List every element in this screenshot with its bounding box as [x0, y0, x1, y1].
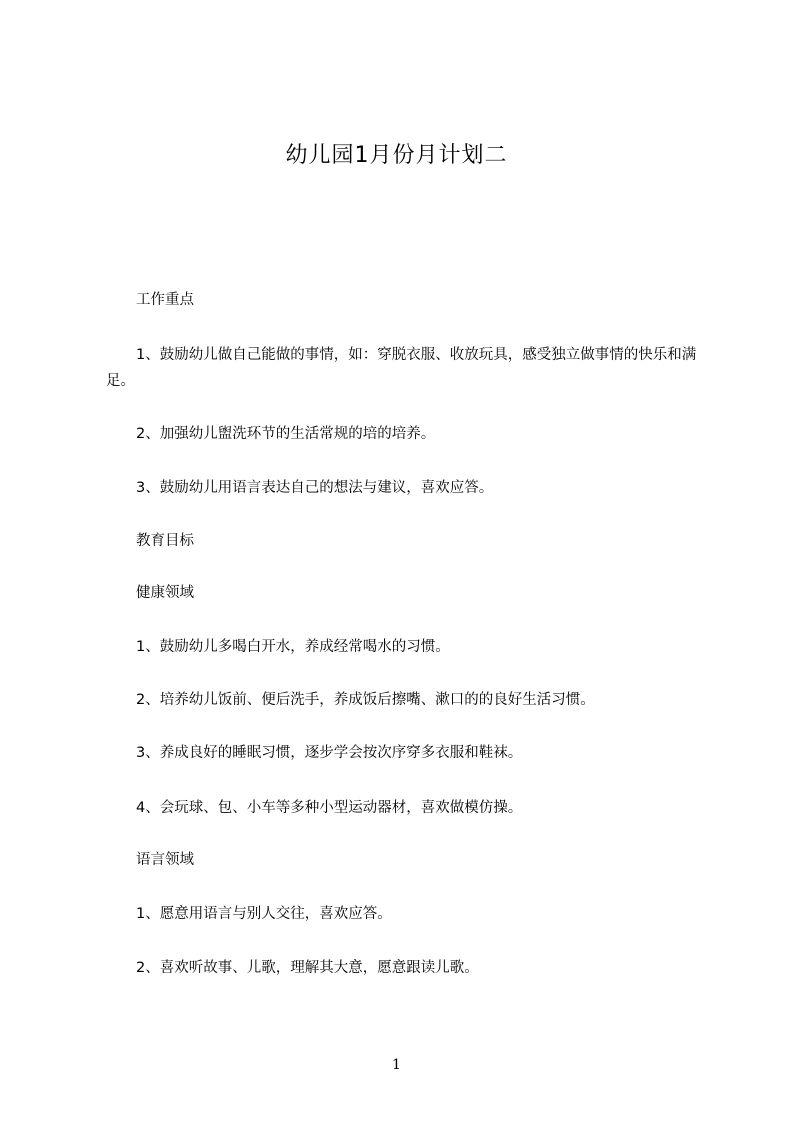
focus-item-1: 1、鼓励幼儿做自己能做的事情，如：穿脱衣服、收放玩具，感受独立做事情的快乐和满足。 — [106, 347, 697, 389]
health-item-2: 2、培养幼儿饭前、便后洗手，养成饭后擦嘴、漱口的的良好生活习惯。 — [136, 692, 595, 708]
document-title: 幼儿园1月份月计划二 — [285, 143, 508, 168]
section-heading-language: 语言领域 — [136, 852, 194, 868]
health-item-3: 3、养成良好的睡眠习惯，逐步学会按次序穿多衣服和鞋袜。 — [136, 745, 523, 761]
health-item-1: 1、鼓励幼儿多喝白开水，养成经常喝水的习惯。 — [136, 639, 450, 655]
language-item-2: 2、喜欢听故事、儿歌，理解其大意，愿意跟读儿歌。 — [136, 960, 479, 976]
health-item-4: 4、会玩球、包、小车等多种小型运动器材，喜欢做模仿操。 — [136, 800, 523, 816]
language-item-1: 1、愿意用语言与别人交往，喜欢应答。 — [136, 906, 392, 922]
page-number: 1 — [392, 1057, 401, 1073]
section-heading-goals: 教育目标 — [136, 533, 194, 549]
focus-item-3: 3、鼓励幼儿用语言表达自己的想法与建议，喜欢应答。 — [136, 480, 494, 496]
section-heading-focus: 工作重点 — [136, 292, 194, 308]
section-heading-health: 健康领域 — [136, 585, 194, 601]
focus-item-2: 2、加强幼儿盥洗环节的生活常规的培的培养。 — [136, 426, 436, 442]
